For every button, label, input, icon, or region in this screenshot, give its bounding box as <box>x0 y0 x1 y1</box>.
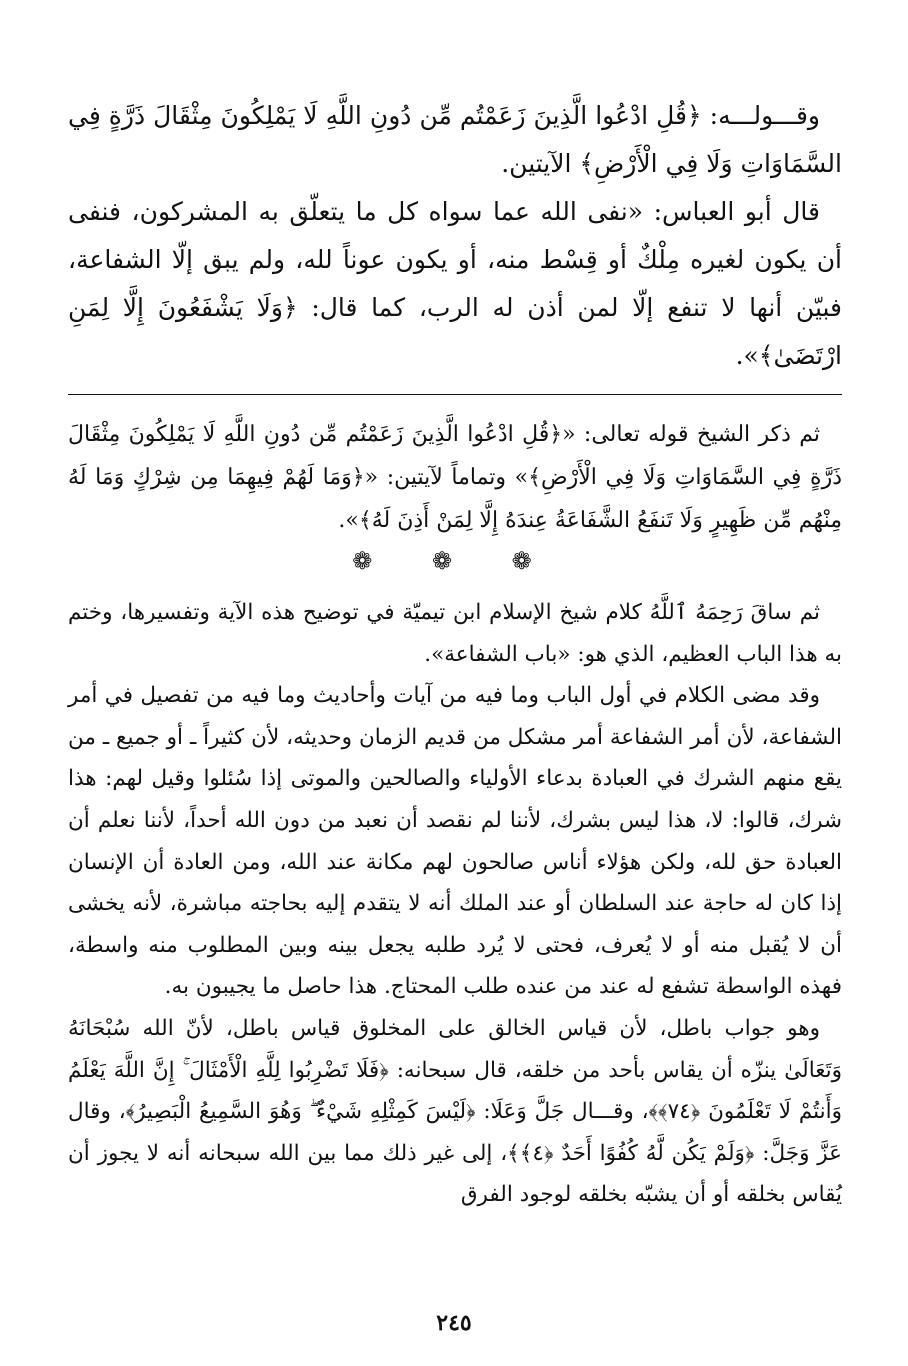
paragraph-quote-verse: وقـــولـــه: ﴿قُلِ ادْعُوا الَّذِينَ زَعَمْتُم مِّن دُونِ اللَّهِ لَا يَمْلِكُونَ مِثْقَالَ ذَرَّةٍ فِي السَّمَاوَاتِ وَلَا فِي الْأَرْضِ﴾ الآيتين. <box>68 101 842 178</box>
paragraph-ibn-taymiyya: ثم ساقَ رَحِمَهُ ٱللَّهُ كلام شيخ الإسلام ابن تيميّة في توضيح هذه الآية وتفسيرها، وختم به هذا الباب العظيم، الذي هو: «باب الشفاعة». <box>68 600 842 667</box>
commentary-block <box>68 413 842 542</box>
divider-line <box>68 394 842 395</box>
paragraph-refutation: وهو جواب باطل، لأن قياس الخالق على المخلوق قياس باطل، لأنّ الله سُبْحَانَهُ وَتَعَالَىٰ ينزّه أن يقاس بأحد من خلقه، قال سبحانه: ﴿فَلَا تَضْرِبُوا لِلَّهِ الْأَمْثَالَ ۚ إِنَّ اللَّهَ يَعْلَمُ وَأَنتُمْ لَا تَعْلَمُونَ ﴿٧٤﴾﴾، وقـــال جَلَّ وَعَلَا: ﴿لَيْسَ كَمِثْلِهِ شَيْءٌ ۖ وَهُوَ السَّمِيعُ الْبَصِيرُ﴾، وقال عَزَّ وَجَلَّ: ﴿وَلَمْ يَكُن لَّهُ كُفُوًا أَحَدٌ ﴿٤﴾﴾، إلى غير ذلك مما بين الله سبحانه أنه لا يجوز أن يُقاس بخلقه أو أن يشبّه بخلقه لوجود الفرق <box>68 1015 842 1208</box>
page-number: ٢٤٥ <box>436 1310 472 1336</box>
paragraph-abu-abbas: قال أبو العباس: «نفى الله عما سواه كل ما يتعلّق به المشركون، فنفى أن يكون لغيره مِلْكٌ أو قِسْط منه، أو يكون عوناً لله، ولم يبق إلّا الشفاعة، فبيّن أنها لا تنفع إلّا لمن أذن له الرب، كما قال: ﴿وَلَا يَشْفَعُونَ إِلَّا لِمَنِ ارْتَضَىٰ﴾». <box>68 197 842 370</box>
paragraph-shafaa-discussion: وقد مضى الكلام في أول الباب وما فيه من آيات وأحاديث وما فيه من تفصيل في أمر الشفاعة، لأن أمر الشفاعة أمر مشكل من قديم الزمان وحديثه، لأن كثيراً ـ أو جميع ـ من يقع منهم الشرك في العبادة بدعاء الأولياء والصالحين والموتى إذا سُئلوا وقيل لهم: هذا شرك، قالوا: لا، هذا ليس بشرك، لأننا لم نقصد أن نعبد من دون الله أحداً، لأننا نعلم أن العبادة حق لله، ولكن هؤلاء أناس صالحون لهم مكانة عند الله، ومن العادة أن الإنسان إذا كان له حاجة عند السلطان أو عند الملك أنه لا يتقدم إليه بحاجته مباشرة، لأنه يخشى أن لا يُقبل منه أو لا يُعرف، فحتى لا يُرد طلبه يجعل بينه وبين المطلوب منه واسطة، فهذه الواسطة تشفع له عند من عنده طلب المحتاج. هذا حاصل ما يجيبون به. <box>68 683 842 1000</box>
explanation-block <box>68 592 842 1216</box>
paragraph-sheikh-mention: ثم ذكر الشيخ قوله تعالى: «﴿قُلِ ادْعُوا الَّذِينَ زَعَمْتُم مِّن دُونِ اللَّهِ لَا يَمْلِكُونَ مِثْقَالَ ذَرَّةٍ فِي السَّمَاوَاتِ وَلَا فِي الْأَرْضِ﴾» وتماماً لآيتين: «﴿وَمَا لَهُمْ فِيهِمَا مِن شِرْكٍ وَمَا لَهُ مِنْهُم مِّن ظَهِيرٍ وَلَا تَنفَعُ الشَّفَاعَةُ عِندَهُ إِلَّا لِمَنْ أَذِنَ لَهُ﴾». <box>68 422 842 533</box>
main-text-block <box>68 92 842 380</box>
section-separator-stars: ❁ ❁ ❁ <box>352 547 558 575</box>
